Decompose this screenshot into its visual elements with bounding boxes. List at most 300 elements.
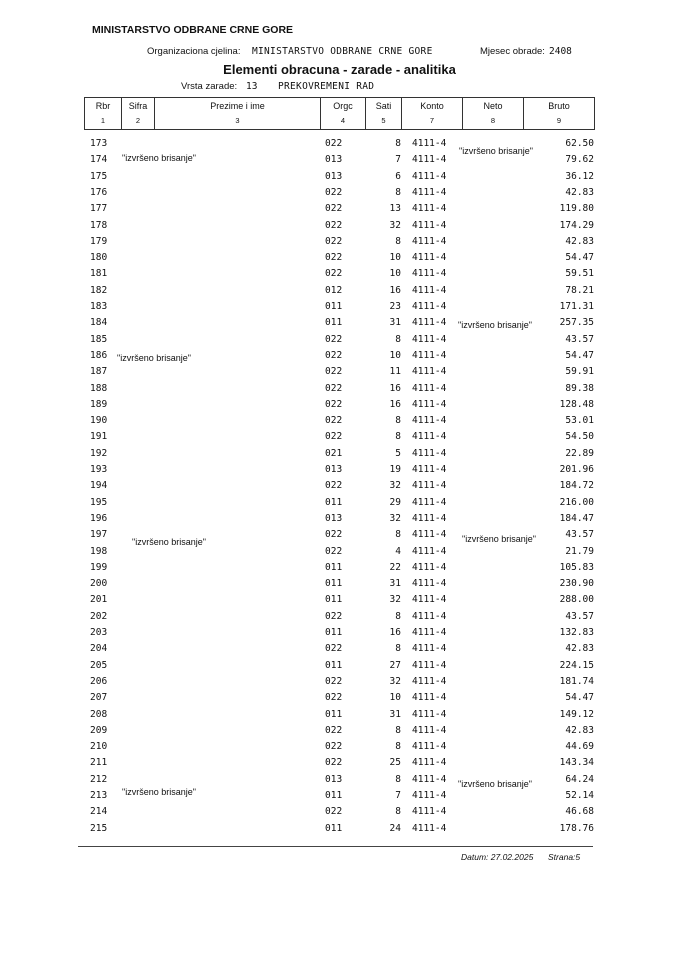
column-header-prezime-ime (155, 98, 321, 129)
table-row (0, 268, 679, 284)
cell-orgc: 022 (325, 741, 343, 753)
redaction-note-name: "izvršeno brisanje" (122, 153, 196, 163)
cell-konto: 4111-4 (412, 138, 447, 149)
column-name: Rbr (95, 101, 111, 111)
cell-konto: 4111-4 (412, 431, 447, 443)
cell-konto: 4111-4 (412, 806, 447, 818)
cell-bruto: 43.57 (565, 333, 594, 345)
cell-sati: 8 (395, 643, 401, 655)
cell-orgc: 022 (325, 333, 343, 345)
cell-sati: 16 (389, 627, 401, 638)
cell-sati: 4 (395, 545, 401, 557)
redaction-note-neto: "izvršeno brisanje" (459, 146, 533, 156)
cell-bruto: 54.47 (565, 252, 594, 264)
cell-bruto: 42.83 (565, 643, 594, 655)
table-row (0, 350, 679, 366)
cell-sati: 32 (389, 675, 401, 687)
table-row (0, 790, 679, 806)
cell-rbr: 188 (90, 382, 108, 394)
table-row (0, 562, 679, 578)
cell-orgc: 012 (325, 284, 343, 296)
cell-konto: 4111-4 (412, 692, 447, 704)
ministry-name: MINISTARSTVO ODBRANE CRNE GORE (92, 24, 294, 36)
cell-sati: 19 (389, 464, 401, 475)
cell-konto: 4111-4 (412, 333, 447, 345)
column-name: Konto (420, 101, 444, 111)
cell-bruto: 62.50 (565, 138, 594, 149)
cell-sati: 31 (389, 317, 401, 329)
cell-orgc: 013 (325, 512, 343, 524)
cell-bruto: 54.47 (565, 692, 594, 704)
cell-sati: 8 (395, 333, 401, 345)
cell-orgc: 022 (325, 610, 343, 622)
cell-rbr: 182 (90, 284, 108, 296)
redaction-note-neto: "izvršeno brisanje" (462, 534, 536, 544)
cell-rbr: 213 (90, 790, 108, 801)
cell-konto: 4111-4 (412, 529, 447, 541)
cell-bruto: 149.12 (559, 708, 594, 720)
cell-sati: 24 (389, 822, 401, 834)
cell-sati: 8 (395, 773, 401, 785)
table-row (0, 138, 679, 154)
cell-rbr: 203 (90, 627, 108, 638)
cell-rbr: 189 (90, 398, 108, 410)
table-row (0, 529, 679, 545)
table-row (0, 317, 679, 333)
table-row (0, 203, 679, 219)
cell-rbr: 215 (90, 822, 108, 834)
cell-konto: 4111-4 (412, 675, 447, 687)
column-header-sati (366, 98, 402, 129)
cell-rbr: 185 (90, 333, 108, 345)
month-label: Mjesec obrade: (480, 46, 545, 57)
month-value: 2408 (549, 46, 572, 57)
column-index: 5 (381, 116, 386, 125)
cell-konto: 4111-4 (412, 447, 447, 459)
cell-sati: 8 (395, 186, 401, 198)
table-row (0, 464, 679, 480)
cell-bruto: 42.83 (565, 724, 594, 736)
cell-rbr: 179 (90, 235, 108, 247)
column-header-sifra (122, 98, 155, 129)
cell-orgc: 022 (325, 675, 343, 687)
cell-orgc: 011 (325, 708, 343, 720)
cell-konto: 4111-4 (412, 512, 447, 524)
cell-bruto: 181.74 (559, 675, 594, 687)
page-title: Elementi obracuna - zarade - analitika (223, 62, 456, 77)
cell-konto: 4111-4 (412, 545, 447, 557)
cell-konto: 4111-4 (412, 724, 447, 736)
cell-orgc: 022 (325, 349, 343, 361)
cell-orgc: 022 (325, 268, 343, 280)
table-row (0, 676, 679, 692)
cell-konto: 4111-4 (412, 415, 447, 427)
cell-konto: 4111-4 (412, 610, 447, 622)
cell-orgc: 022 (325, 219, 343, 231)
cell-konto: 4111-4 (412, 317, 447, 329)
cell-bruto: 230.90 (559, 578, 594, 590)
table-row (0, 220, 679, 236)
cell-bruto: 59.91 (565, 366, 594, 378)
salary-type-code: 13 (246, 81, 258, 92)
cell-konto: 4111-4 (412, 382, 447, 394)
redaction-note-name: "izvršeno brisanje" (122, 787, 196, 797)
cell-orgc: 022 (325, 806, 343, 818)
cell-konto: 4111-4 (412, 822, 447, 834)
cell-konto: 4111-4 (412, 496, 447, 508)
cell-rbr: 205 (90, 659, 108, 671)
column-header-bruto (524, 98, 594, 129)
cell-konto: 4111-4 (412, 398, 447, 410)
cell-bruto: 43.57 (565, 529, 594, 541)
cell-bruto: 224.15 (559, 659, 594, 671)
cell-rbr: 194 (90, 480, 108, 492)
cell-sati: 16 (389, 382, 401, 394)
cell-rbr: 199 (90, 561, 108, 573)
cell-orgc: 011 (325, 627, 343, 638)
cell-orgc: 022 (325, 643, 343, 655)
cell-bruto: 54.50 (565, 431, 594, 443)
cell-sati: 8 (395, 741, 401, 753)
cell-bruto: 216.00 (559, 496, 594, 508)
cell-bruto: 257.35 (559, 317, 594, 329)
cell-konto: 4111-4 (412, 708, 447, 720)
cell-bruto: 184.47 (559, 512, 594, 524)
cell-orgc: 022 (325, 545, 343, 557)
table-row (0, 448, 679, 464)
table-row (0, 774, 679, 790)
cell-konto: 4111-4 (412, 741, 447, 753)
cell-orgc: 022 (325, 366, 343, 378)
column-index: 8 (490, 116, 496, 125)
cell-orgc: 022 (325, 138, 343, 149)
cell-sati: 8 (395, 415, 401, 427)
table-row (0, 480, 679, 496)
cell-sati: 8 (395, 610, 401, 622)
table-row (0, 187, 679, 203)
cell-rbr: 193 (90, 464, 108, 475)
cell-konto: 4111-4 (412, 235, 447, 247)
cell-konto: 4111-4 (412, 219, 447, 231)
cell-sati: 8 (395, 138, 401, 149)
cell-sati: 29 (389, 496, 401, 508)
cell-bruto: 128.48 (559, 398, 594, 410)
cell-konto: 4111-4 (412, 659, 447, 671)
cell-sati: 8 (395, 724, 401, 736)
table-row (0, 611, 679, 627)
cell-rbr: 195 (90, 496, 108, 508)
cell-orgc: 011 (325, 790, 343, 801)
column-index: 9 (556, 116, 562, 125)
cell-konto: 4111-4 (412, 757, 447, 769)
cell-bruto: 42.83 (565, 235, 594, 247)
cell-sati: 32 (389, 594, 401, 606)
table-row (0, 660, 679, 676)
cell-bruto: 105.83 (559, 561, 594, 573)
column-name: Orgc (333, 101, 353, 111)
table-row (0, 383, 679, 399)
cell-orgc: 011 (325, 317, 343, 329)
cell-orgc: 022 (325, 757, 343, 769)
cell-bruto: 54.47 (565, 349, 594, 361)
cell-konto: 4111-4 (412, 301, 447, 312)
column-header-neto (463, 98, 524, 129)
cell-konto: 4111-4 (412, 268, 447, 280)
table-row (0, 285, 679, 301)
cell-orgc: 022 (325, 382, 343, 394)
table-row (0, 806, 679, 822)
table-row (0, 643, 679, 659)
cell-rbr: 184 (90, 317, 108, 329)
salary-type-label: Vrsta zarade: (181, 81, 238, 92)
org-unit-label: Organizaciona cjelina: (147, 46, 241, 57)
cell-rbr: 212 (90, 773, 108, 785)
cell-bruto: 36.12 (565, 170, 594, 182)
table-row (0, 334, 679, 350)
cell-konto: 4111-4 (412, 154, 447, 166)
cell-rbr: 173 (90, 138, 108, 149)
cell-rbr: 197 (90, 529, 108, 541)
cell-rbr: 196 (90, 512, 108, 524)
cell-orgc: 022 (325, 252, 343, 264)
cell-orgc: 011 (325, 594, 343, 606)
cell-orgc: 022 (325, 431, 343, 443)
cell-rbr: 200 (90, 578, 108, 590)
column-name: Bruto (548, 101, 570, 111)
redaction-note-neto: "izvršeno brisanje" (458, 320, 532, 330)
cell-orgc: 013 (325, 170, 343, 182)
cell-konto: 4111-4 (412, 349, 447, 361)
cell-orgc: 011 (325, 578, 343, 590)
cell-konto: 4111-4 (412, 186, 447, 198)
table-row (0, 823, 679, 839)
cell-konto: 4111-4 (412, 480, 447, 492)
cell-bruto: 178.76 (559, 822, 594, 834)
table-row (0, 171, 679, 187)
cell-rbr: 211 (90, 757, 108, 769)
table-row (0, 594, 679, 610)
cell-bruto: 64.24 (565, 773, 594, 785)
cell-bruto: 79.62 (565, 154, 594, 166)
column-header-konto (402, 98, 463, 129)
cell-rbr: 209 (90, 724, 108, 736)
cell-orgc: 011 (325, 561, 343, 573)
redaction-note-name: "izvršeno brisanje" (132, 537, 206, 547)
cell-sati: 8 (395, 431, 401, 443)
table-row (0, 236, 679, 252)
cell-konto: 4111-4 (412, 561, 447, 573)
cell-sati: 27 (389, 659, 401, 671)
cell-orgc: 011 (325, 496, 343, 508)
cell-sati: 13 (389, 203, 401, 215)
table-row (0, 252, 679, 268)
cell-konto: 4111-4 (412, 643, 447, 655)
cell-sati: 22 (389, 561, 401, 573)
column-index: 3 (235, 116, 240, 125)
table-row (0, 692, 679, 708)
cell-konto: 4111-4 (412, 203, 447, 215)
cell-sati: 32 (389, 219, 401, 231)
cell-konto: 4111-4 (412, 578, 447, 590)
cell-orgc: 011 (325, 659, 343, 671)
cell-rbr: 208 (90, 708, 108, 720)
cell-bruto: 52.14 (565, 790, 594, 801)
cell-orgc: 022 (325, 235, 343, 247)
cell-sati: 23 (389, 301, 401, 312)
cell-rbr: 174 (90, 154, 108, 166)
cell-bruto: 22.89 (565, 447, 594, 459)
table-row (0, 415, 679, 431)
cell-sati: 31 (389, 708, 401, 720)
cell-konto: 4111-4 (412, 252, 447, 264)
cell-rbr: 202 (90, 610, 108, 622)
footer-divider (78, 846, 593, 847)
column-index: 1 (100, 116, 106, 125)
cell-rbr: 191 (90, 431, 108, 443)
cell-bruto: 174.29 (559, 219, 594, 231)
cell-konto: 4111-4 (412, 627, 447, 638)
table-row (0, 741, 679, 757)
column-name: Sati (375, 101, 392, 111)
cell-konto: 4111-4 (412, 773, 447, 785)
cell-rbr: 183 (90, 301, 108, 312)
cell-sati: 11 (389, 366, 401, 378)
cell-rbr: 178 (90, 219, 108, 231)
table-row (0, 725, 679, 741)
cell-bruto: 44.69 (565, 741, 594, 753)
cell-sati: 5 (395, 447, 401, 459)
cell-bruto: 59.51 (565, 268, 594, 280)
salary-type-name: PREKOVREMENI RAD (278, 81, 375, 92)
cell-bruto: 119.80 (559, 203, 594, 215)
cell-orgc: 022 (325, 724, 343, 736)
cell-konto: 4111-4 (412, 790, 447, 801)
cell-sati: 16 (389, 398, 401, 410)
cell-orgc: 022 (325, 480, 343, 492)
cell-rbr: 206 (90, 675, 108, 687)
cell-bruto: 78.21 (565, 284, 594, 296)
table-row (0, 154, 679, 170)
table-row (0, 301, 679, 317)
cell-orgc: 011 (325, 822, 343, 834)
cell-bruto: 184.72 (559, 480, 594, 492)
cell-bruto: 201.96 (559, 464, 594, 475)
cell-rbr: 201 (90, 594, 108, 606)
table-row (0, 431, 679, 447)
redaction-note-neto: "izvršeno brisanje" (458, 779, 532, 789)
column-name: Sifra (128, 101, 148, 111)
column-header-rbr (85, 98, 122, 129)
table-row (0, 546, 679, 562)
cell-orgc: 011 (325, 301, 343, 312)
cell-rbr: 210 (90, 741, 108, 753)
cell-bruto: 43.57 (565, 610, 594, 622)
cell-sati: 31 (389, 578, 401, 590)
column-index: 4 (340, 116, 346, 125)
cell-rbr: 190 (90, 415, 108, 427)
cell-sati: 7 (395, 154, 401, 166)
table-row (0, 627, 679, 643)
cell-rbr: 180 (90, 252, 108, 264)
cell-orgc: 022 (325, 415, 343, 427)
cell-sati: 8 (395, 806, 401, 818)
org-unit-value: MINISTARSTVO ODBRANE CRNE GORE (252, 46, 433, 57)
cell-sati: 32 (389, 480, 401, 492)
column-index: 2 (135, 116, 141, 125)
redaction-note-name: "izvršeno brisanje" (117, 353, 191, 363)
cell-konto: 4111-4 (412, 594, 447, 606)
cell-sati: 8 (395, 529, 401, 541)
cell-rbr: 207 (90, 692, 108, 704)
cell-sati: 32 (389, 512, 401, 524)
cell-orgc: 022 (325, 398, 343, 410)
cell-orgc: 022 (325, 186, 343, 198)
cell-bruto: 89.38 (565, 382, 594, 394)
cell-orgc: 021 (325, 447, 343, 459)
cell-bruto: 171.31 (559, 301, 594, 312)
cell-bruto: 21.79 (565, 545, 594, 557)
cell-sati: 8 (395, 235, 401, 247)
cell-orgc: 022 (325, 529, 343, 541)
column-header-orgc (321, 98, 366, 129)
cell-sati: 10 (389, 692, 401, 704)
cell-sati: 10 (389, 349, 401, 361)
table-header (84, 97, 595, 130)
cell-sati: 7 (395, 790, 401, 801)
cell-konto: 4111-4 (412, 284, 447, 296)
table-row (0, 366, 679, 382)
cell-konto: 4111-4 (412, 464, 447, 475)
cell-rbr: 192 (90, 447, 108, 459)
column-name: Neto (483, 101, 503, 111)
cell-bruto: 46.68 (565, 806, 594, 818)
cell-sati: 6 (395, 170, 401, 182)
cell-bruto: 53.01 (565, 415, 594, 427)
cell-sati: 10 (389, 252, 401, 264)
cell-bruto: 288.00 (559, 594, 594, 606)
cell-konto: 4111-4 (412, 366, 447, 378)
cell-rbr: 177 (90, 203, 108, 215)
cell-rbr: 198 (90, 545, 108, 557)
cell-orgc: 022 (325, 692, 343, 704)
cell-rbr: 181 (90, 268, 108, 280)
cell-rbr: 175 (90, 170, 108, 182)
cell-orgc: 013 (325, 154, 343, 166)
footer-date: Datum: 27.02.2025 (461, 852, 534, 862)
cell-orgc: 013 (325, 464, 343, 475)
cell-rbr: 187 (90, 366, 108, 378)
cell-sati: 25 (389, 757, 401, 769)
table-row (0, 399, 679, 415)
footer-page-number: Strana:5 (548, 852, 581, 862)
table-row (0, 709, 679, 725)
cell-sati: 16 (389, 284, 401, 296)
cell-sati: 10 (389, 268, 401, 280)
column-index: 7 (429, 116, 435, 125)
cell-bruto: 143.34 (559, 757, 594, 769)
cell-rbr: 204 (90, 643, 108, 655)
table-row (0, 757, 679, 773)
cell-bruto: 132.83 (559, 627, 594, 638)
cell-orgc: 013 (325, 773, 343, 785)
cell-konto: 4111-4 (412, 170, 447, 182)
cell-rbr: 176 (90, 186, 108, 198)
table-row (0, 513, 679, 529)
column-name: Prezime i ime (210, 101, 265, 111)
cell-bruto: 42.83 (565, 186, 594, 198)
table-row (0, 578, 679, 594)
cell-orgc: 022 (325, 203, 343, 215)
